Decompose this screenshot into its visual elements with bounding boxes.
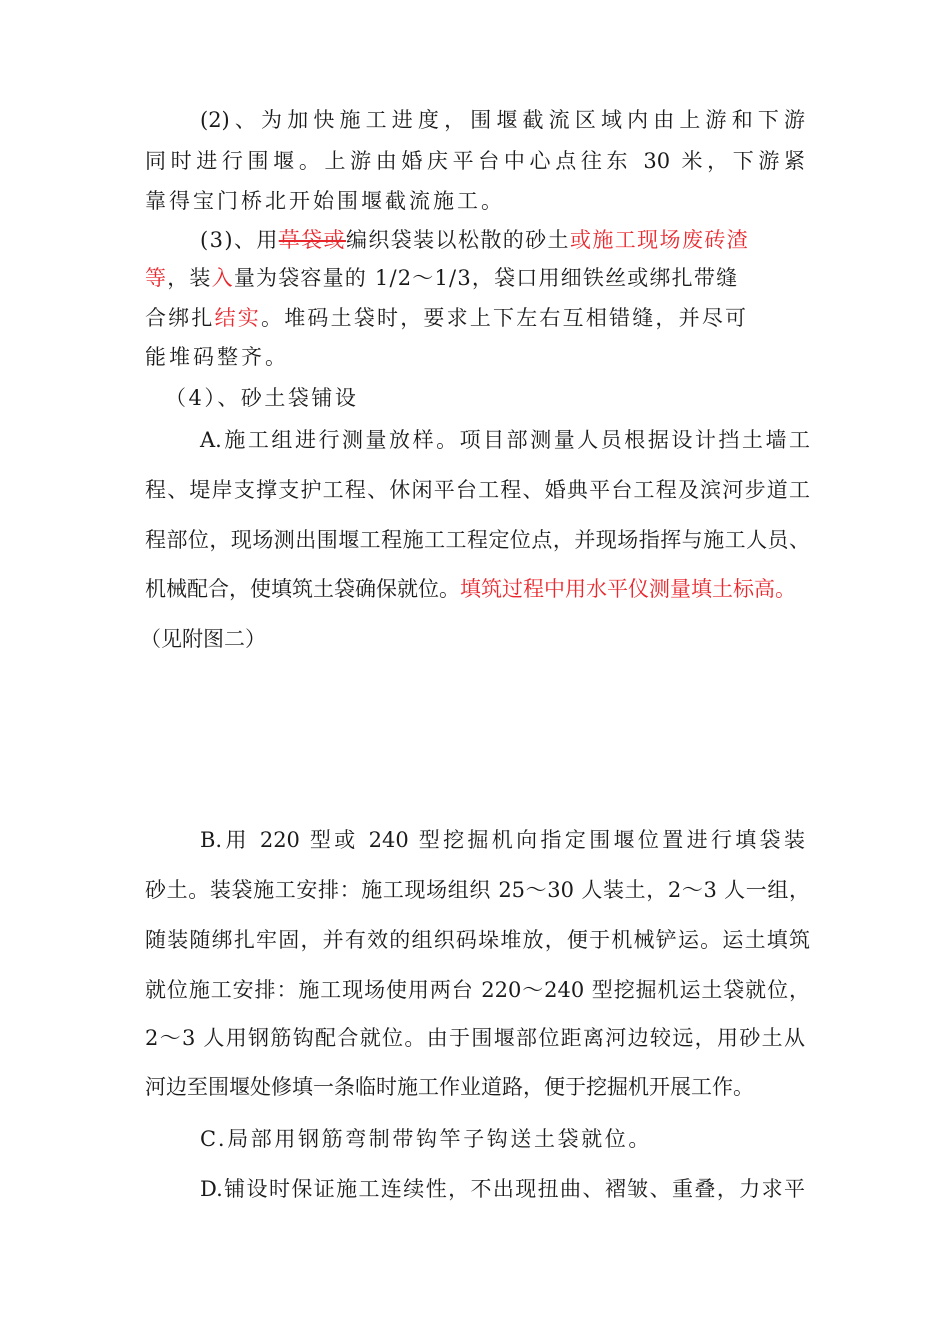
paragraph-3-text: 编织袋装以松散的砂土 [345, 228, 570, 252]
paragraph-3-line-1 [200, 225, 810, 255]
paragraph-2-line-3: 靠得宝门桥北开始围堰截流施工。 [145, 189, 505, 213]
inserted-text-level-measure: 填筑过程中用水平仪测量填土标高。 [460, 577, 796, 601]
item-b-line-5: 2～3 人用钢筋钩配合就位。由于围堰部位距离河边较远，用砂土从 [145, 1026, 805, 1050]
item-c-line: C.局部用钢筋弯制带钩竿子钩送土袋就位。 [200, 1127, 652, 1151]
paragraph-2-line-1: (2)、为加快施工进度，围堰截流区域内由上游和下游 [200, 108, 805, 132]
paragraph-3-line-3 [145, 303, 810, 333]
item-b-line-2: 砂土。装袋施工安排：施工现场组织 25～30 人装土，2～3 人一组， [145, 878, 810, 902]
paragraph-3-number: (3)、用 [200, 228, 279, 252]
inserted-text-ru: 入 [211, 266, 234, 290]
item-b-line-3: 随装随绑扎牢固，并有效的组织码垛堆放，便于机械铲运。运土填筑 [145, 928, 810, 952]
inserted-text-jieshi: 结实 [214, 306, 262, 330]
item-a-line-4 [145, 574, 810, 604]
paragraph-3-line-4: 能堆码整齐。 [145, 345, 289, 369]
deleted-text-straw-bag: 草袋或 [278, 228, 346, 252]
inserted-text-waste-brick: 或施工现场废砖渣 [569, 228, 750, 252]
item-a-text: 机械配合，使填筑土袋确保就位。 [145, 577, 460, 601]
paragraph-3-text-3: 量为袋容量的 1/2～1/3，袋口用细铁丝或绑扎带缝 [233, 266, 739, 290]
paragraph-3-text-4: 合绑扎 [145, 306, 215, 330]
item-b-line-1: B.用 220 型或 240 型挖掘机向指定围堰位置进行填袋装 [200, 828, 805, 852]
paragraph-3-line-2 [145, 263, 810, 293]
item-a-line-3: 程部位，现场测出围堰工程施工工程定位点，并现场指挥与施工人员、 [145, 528, 810, 552]
see-figure-note: （见附图二） [140, 627, 266, 651]
item-d-line-1: D.铺设时保证施工连续性，不出现扭曲、褶皱、重叠，力求平 [200, 1177, 805, 1201]
inserted-text-deng: 等 [145, 266, 168, 290]
paragraph-3-text-2: ，装 [167, 266, 212, 290]
item-a-line-1: A.施工组进行测量放样。项目部测量人员根据设计挡土墙工 [200, 428, 810, 452]
item-b-line-6: 河边至围堰处修填一条临时施工作业道路，便于挖掘机开展工作。 [145, 1075, 754, 1099]
item-a-line-2: 程、堤岸支撑支护工程、休闲平台工程、婚典平台工程及滨河步道工 [145, 478, 810, 502]
paragraph-2-line-2: 同时进行围堰。上游由婚庆平台中心点往东 30 米，下游紧 [145, 149, 805, 173]
section-4-heading: （4）、砂土袋铺设 [165, 386, 359, 410]
paragraph-3-text-5: 。堆码土袋时，要求上下左右互相错缝，并尽可 [261, 306, 749, 330]
item-b-line-4: 就位施工安排：施工现场使用两台 220～240 型挖掘机运土袋就位， [145, 978, 810, 1002]
